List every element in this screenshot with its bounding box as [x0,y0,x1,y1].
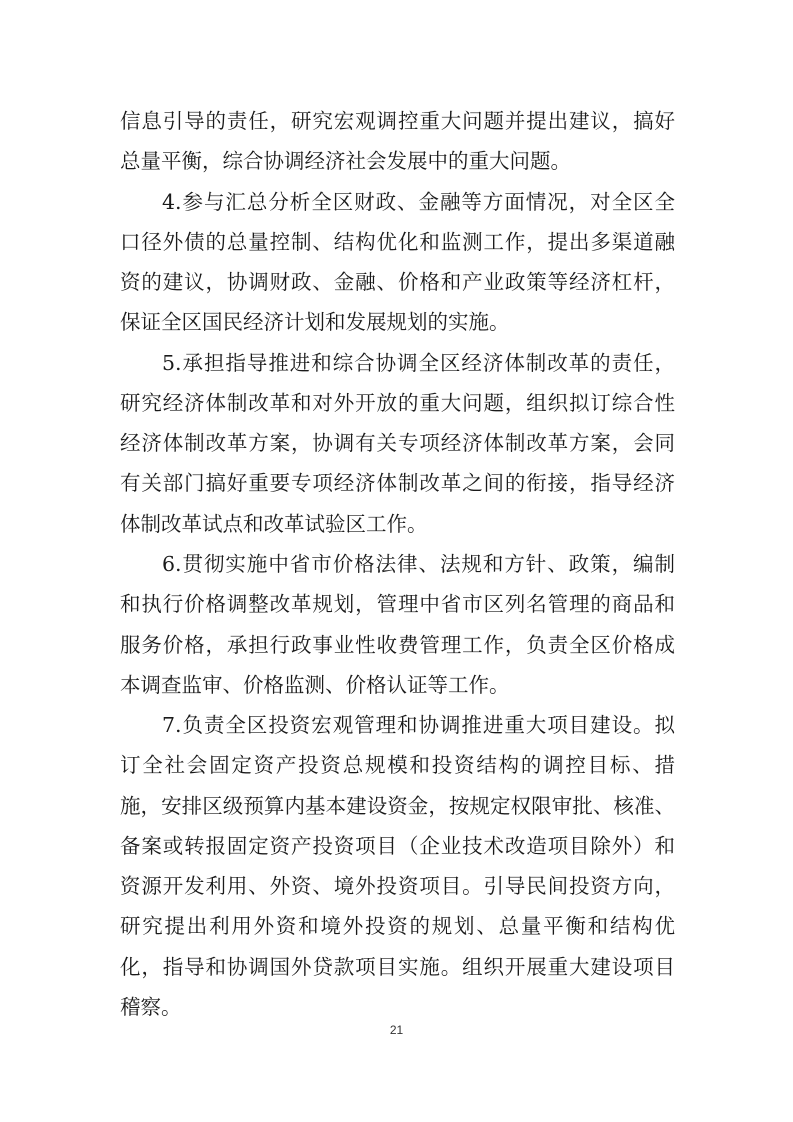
paragraph-line: 总量平衡，综合协调经济社会发展中的重大问题。 [120,149,571,173]
paragraph-line: 口径外债的总量控制、结构优化和监测工作，提出多渠道融 [120,230,675,254]
page-number: 21 [389,1023,404,1037]
paragraph-line: 订全社会固定资产投资总规模和投资结构的调控目标、措 [120,753,675,777]
paragraph-line: 服务价格，承担行政事业性收费管理工作，负责全区价格成 [120,633,675,657]
paragraph-line: 7.负责全区投资宏观管理和协调推进重大项目建设。拟 [162,713,675,737]
paragraph-line: 有关部门搞好重要专项经济体制改革之间的衔接，指导经济 [120,471,675,495]
paragraph-line: 经济体制改革方案，协调有关专项经济体制改革方案，会同 [120,431,675,455]
paragraph-line: 本调查监审、价格监测、价格认证等工作。 [120,673,510,697]
paragraph-line: 信息引导的责任，研究宏观调控重大问题并提出建议，搞好 [120,109,675,133]
paragraph-line: 保证全区国民经济计划和发展规划的实施。 [120,310,510,334]
paragraph-line: 资源开发利用、外资、境外投资项目。引导民间投资方向， [120,874,675,898]
paragraph-line: 研究经济体制改革和对外开放的重大问题，组织拟订综合性 [120,391,675,415]
paragraph-line: 研究提出利用外资和境外投资的规划、总量平衡和结构优 [120,914,675,938]
paragraph-line: 6.贯彻实施中省市价格法律、法规和方针、政策，编制 [162,552,675,576]
paragraph-line: 施，安排区级预算内基本建设资金，按规定权限审批、核准、 [120,794,675,818]
paragraph-line: 备案或转报固定资产投资项目（企业技术改造项目除外）和 [120,834,675,858]
paragraph-line: 资的建议，协调财政、金融、价格和产业政策等经济杠杆， [120,270,675,294]
paragraph-line: 5.承担指导推进和综合协调全区经济体制改革的责任， [162,351,675,375]
paragraph-line: 化，指导和协调国外贷款项目实施。组织开展重大建设项目 [120,955,675,979]
paragraph-line: 4.参与汇总分析全区财政、金融等方面情况，对全区全 [162,190,675,214]
paragraph-line: 稽察。 [120,995,182,1019]
paragraph-line: 和执行价格调整改革规划，管理中省市区列名管理的商品和 [120,592,675,616]
paragraph-line: 体制改革试点和改革试验区工作。 [120,512,428,536]
